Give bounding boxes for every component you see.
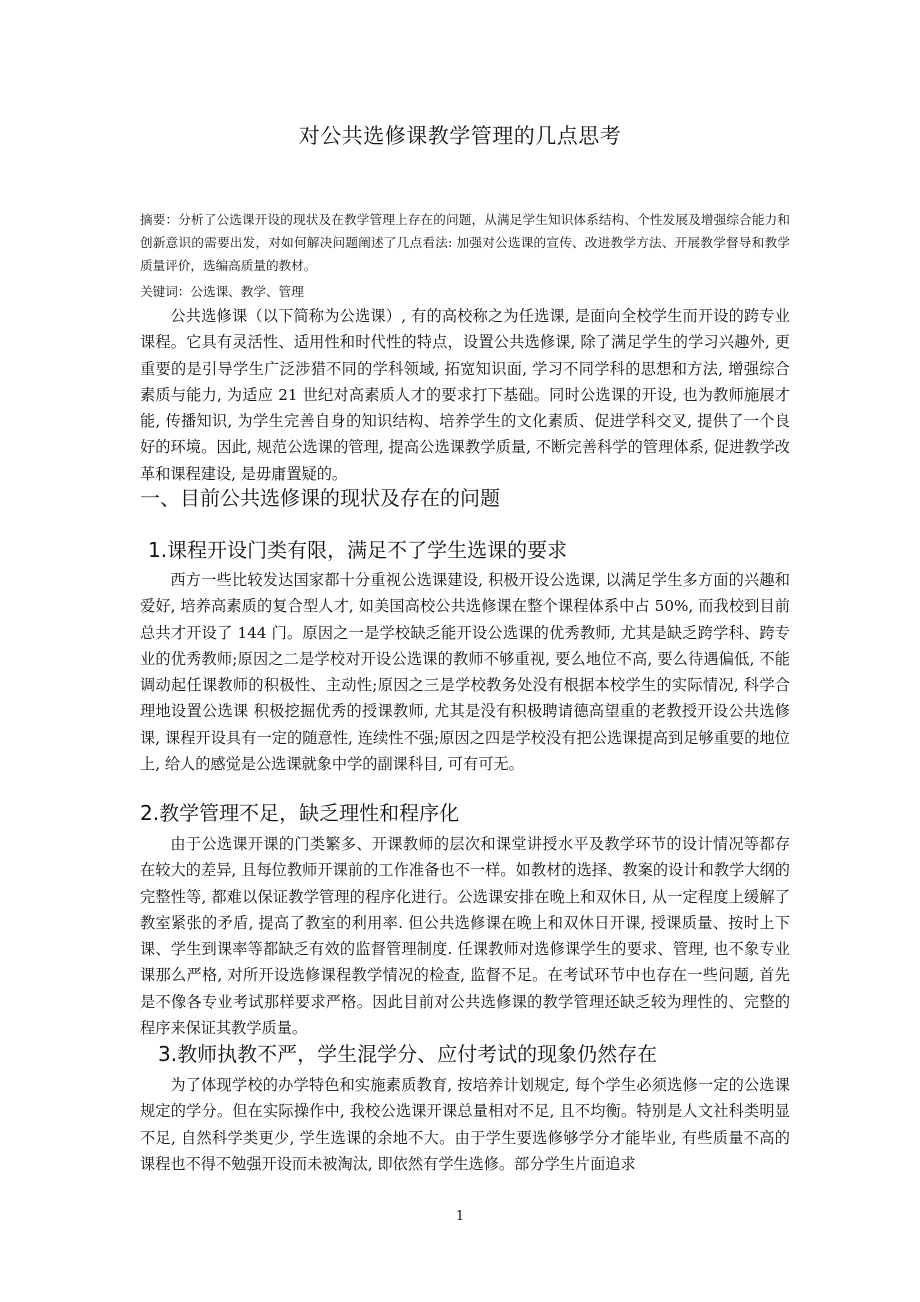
document-title: 对公共选修课教学管理的几点思考 — [298, 124, 622, 148]
subsection-1-heading: 1.课程开设门类有限，满足不了学生选课的要求 — [148, 538, 568, 562]
subsection-3-heading: 3.教师执教不严，学生混学分、应付考试的现象仍然存在 — [158, 1042, 658, 1066]
subsection-1-paragraph: 西方一些比较发达国家都十分重视公选课建设, 积极开设公选课, 以满足学生多方面的兴趣和爱好, 培养高素质的复合型人才, 如美国高校公共选修课在整个课程体系中占 50%, 而我校到目前总共才开设了 144 门。原因之一是学校缺乏能开设公选课的优秀教师, 尤其是缺乏跨学科、跨专业的优秀教师;原因之二是学校对开设公选课的教师不够重视, 要么地位不高, 要么待遇偏低, 不能调动起任课教师的积极性、主动性;原因之三是学校教务处没有根据本校学生的实际情况, 科学合理地设置公选课 积极挖掘优秀的授课教师, 尤其是没有积极聘请德高望重的老教授开设公共选修课, 课程开设具有一定的随意性, 连续性不强;原因之四是学校没有把公选课提高到足够重要的地位上, 给人的感觉是公选课就象中学的副课科目, 可有可无。 — [140, 571, 790, 774]
subsection-2-paragraph: 由于公选课开课的门类繁多、开课教师的层次和课堂讲授水平及教学环节的设计情况等都存在较大的差异, 且每位教师开课前的工作准备也不一样。如教材的选择、教案的设计和教学大纲的完整性等, 都难以保证教学管理的程序化进行。公选课安排在晚上和双休日, 从一定程度上缓解了教室紧张的矛盾, 提高了教室的利用率. 但公共选修课在晚上和双休日开课, 授课质量、按时上下课、学生到课率等都缺乏有效的监督管理制度. 任课教师对选修课学生的要求、管理, 也不象专业课那么严格, 对所开设选修课程教学情况的检查, 监督不足。在考试环节中也存在一些问题, 首先是不像各专业考试那样要求严格。因此目前对公共选修课的教学管理还缺乏较为理性的、完整的程序来保证其教学质量。 — [140, 835, 790, 1038]
page-number: 1 — [455, 1209, 465, 1224]
intro-paragraph: 公共选修课（以下简称为公选课）, 有的高校称之为任选课, 是面向全校学生而开设的跨专业课程。它具有灵活性、适用性和时代性的特点，设置公共选修课, 除了满足学生的学习兴趣外, 更重要的是引导学生广泛涉猎不同的学科领域, 拓宽知识面, 学习不同学科的思想和方法, 增强综合素质与能力, 为适应 21 世纪对高素质人才的要求打下基础。同时公选课的开设, 也为教师施展才能, 传播知识, 为学生完善自身的知识结构、培养学生的文化素质、促进学科交叉, 提供了一个良好的环境。因此, 规范公选课的管理, 提高公选课教学质量, 不断完善科学的管理体系, 促进教学改革和课程建设, 是毋庸置疑的。 — [140, 307, 790, 483]
subsection-3-paragraph: 为了体现学校的办学特色和实施素质教育, 按培养计划规定, 每个学生必须选修一定的公选课规定的学分。但在实际操作中, 我校公选课开课总量相对不足, 且不均衡。特别是人文社科类明显不足, 自然科学类更少, 学生选课的余地不大。由于学生要选修够学分才能毕业, 有些质量不高的课程也不得不勉强开设而未被淘汰, 即依然有学生选修。部分学生片面追求 — [140, 1076, 790, 1173]
abstract: 摘要：分析了公选课开设的现状及在教学管理上存在的问题，从满足学生知识体系结构、个性发展及增强综合能力和创新意识的需要出发，对如何解决问题阐述了几点看法: 加强对公选课的宣传、改进教学方法、开展教学督导和教学质量评价，选编高质量的教材。 — [140, 212, 790, 273]
section-1-heading: 一、目前公共选修课的现状及存在的问题 — [140, 486, 500, 510]
subsection-2-heading: 2.教学管理不足，缺乏理性和程序化 — [140, 801, 460, 825]
keywords: 关键词：公选课、教学、管理 — [140, 284, 304, 299]
